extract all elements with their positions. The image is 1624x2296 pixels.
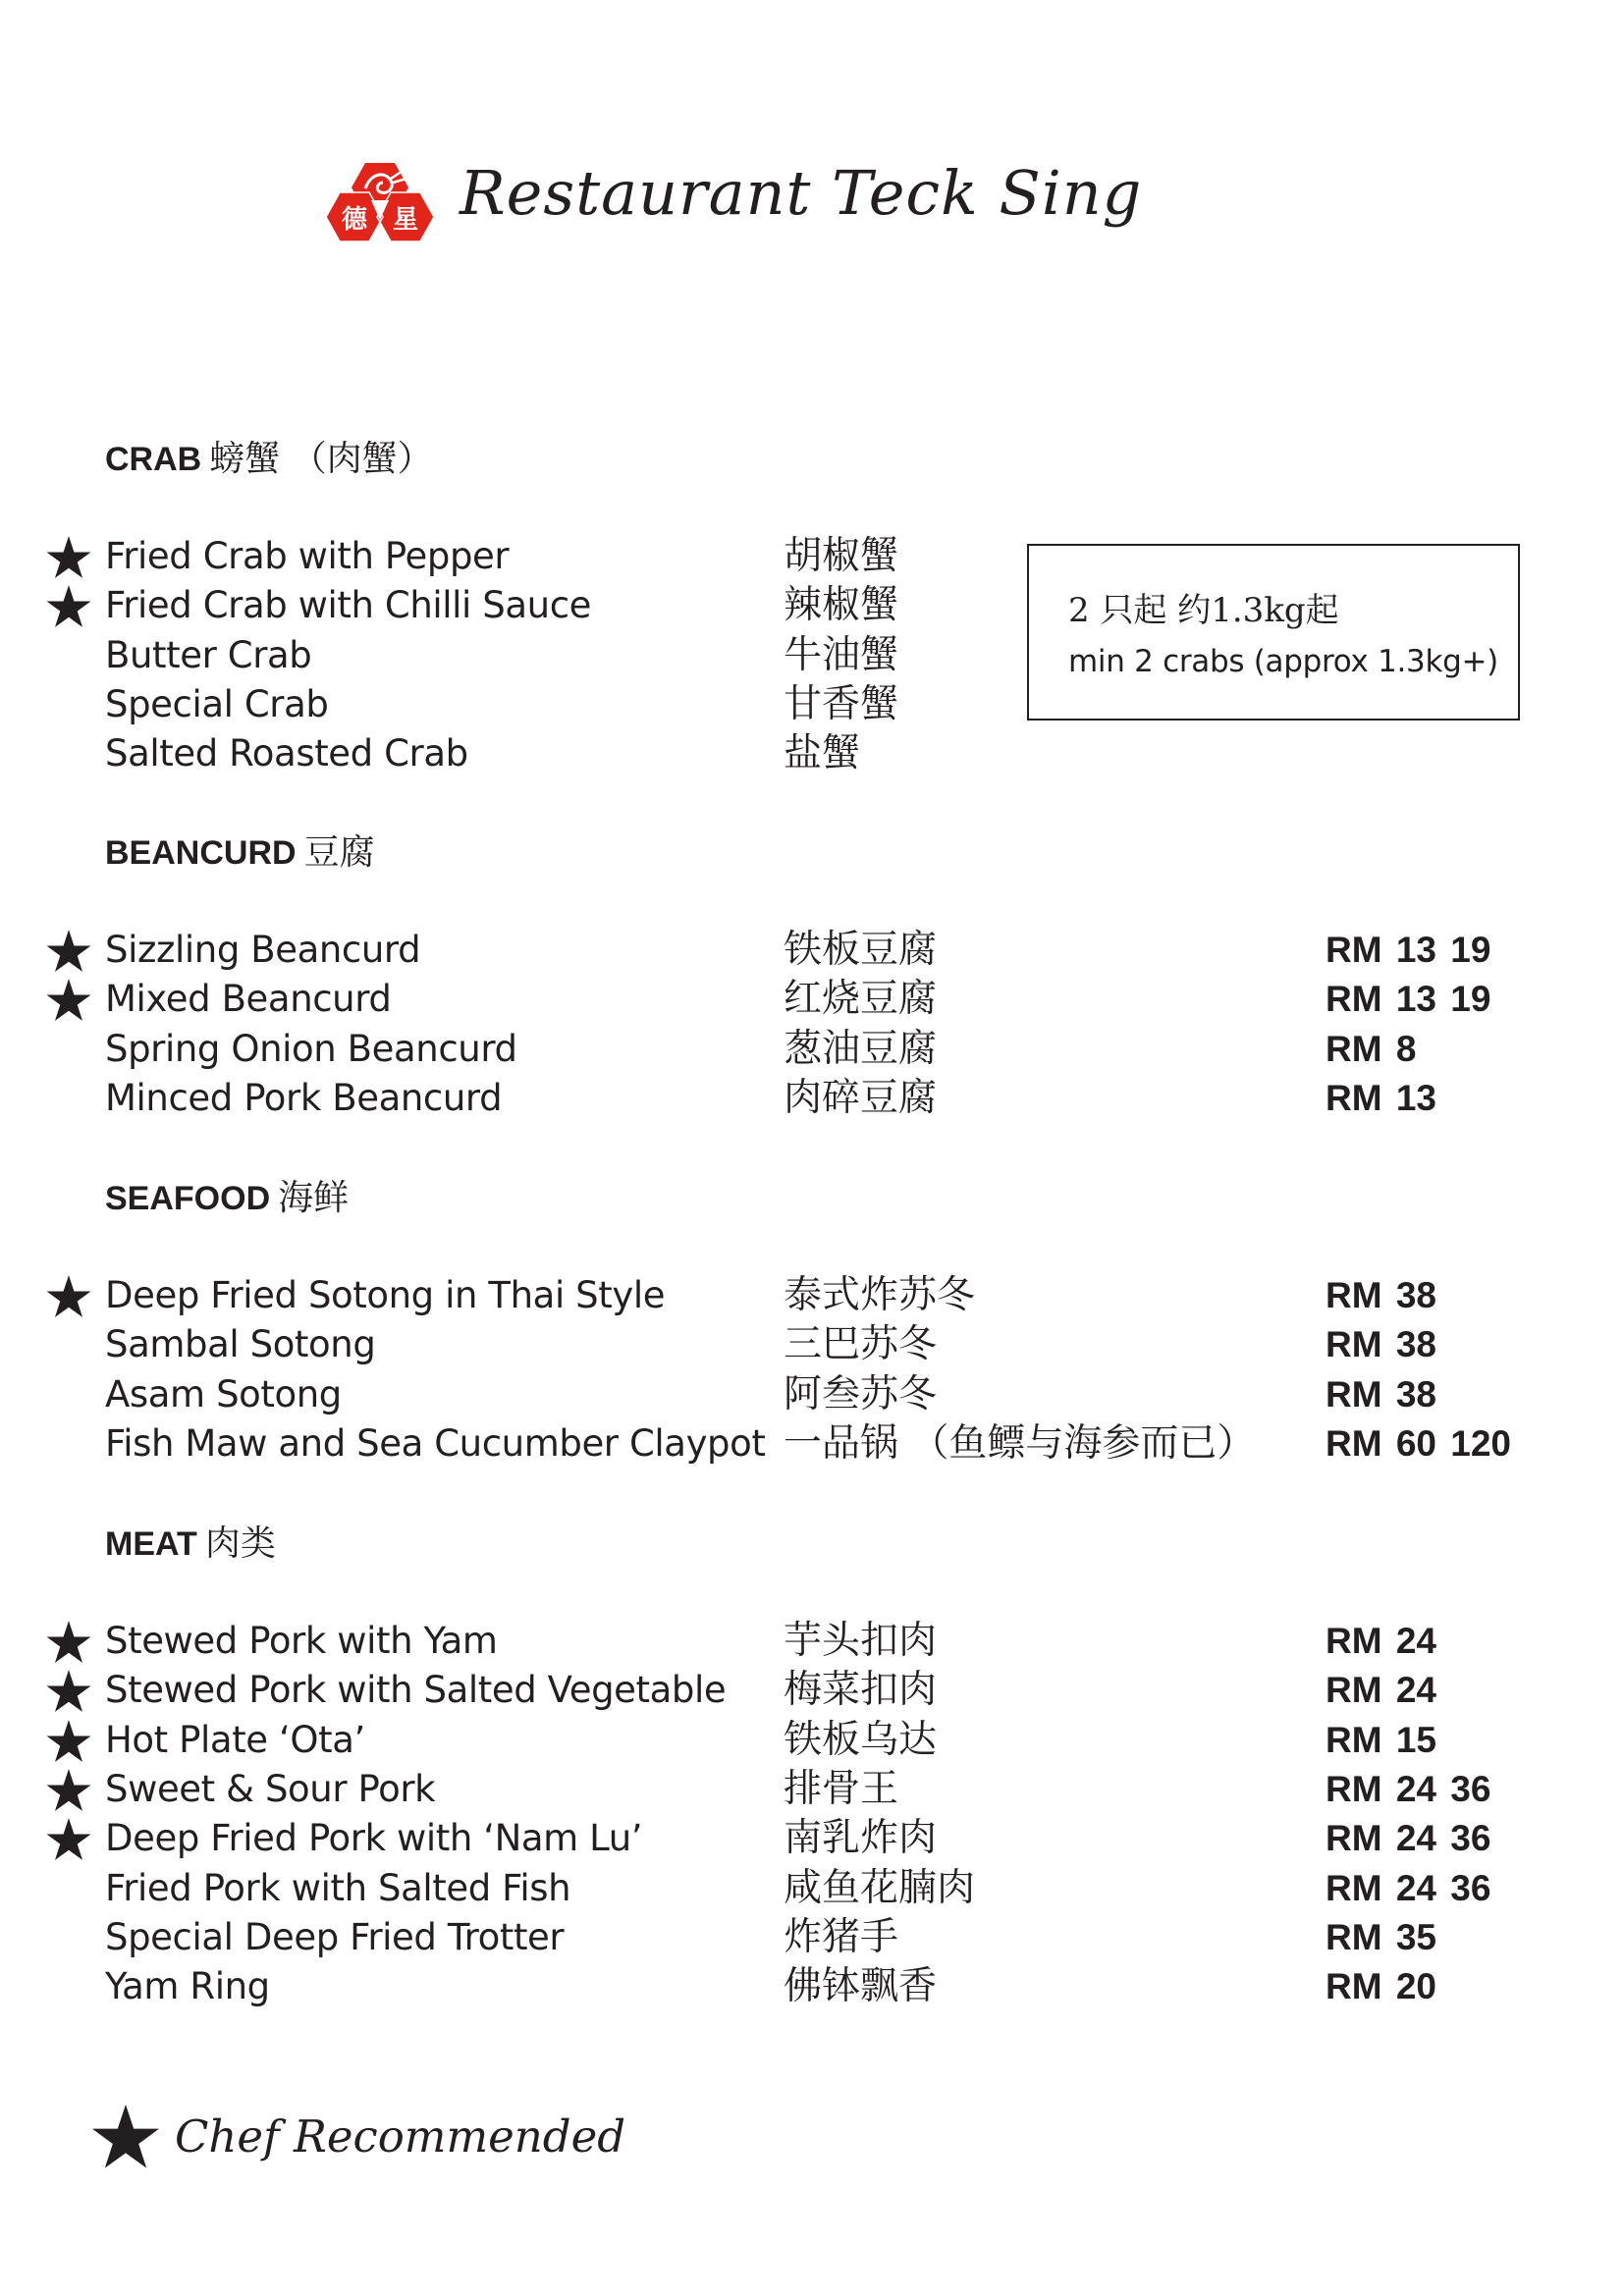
menu-item-name: Yam Ring: [105, 1965, 270, 2007]
menu-item-chinese-name: 芋头扣肉: [784, 1619, 938, 1663]
menu-item-name: Special Deep Fried Trotter: [105, 1916, 565, 1958]
star-icon: [46, 1621, 91, 1664]
menu-item-chinese-name: 南乳炸肉: [784, 1816, 938, 1860]
menu-item-price: RM 13 19: [1326, 930, 1491, 970]
menu-item-chinese-name: 葱油豆腐: [784, 1027, 938, 1071]
menu-item-chinese-name: 阿叁苏冬: [784, 1372, 938, 1416]
menu-item: [0, 532, 1624, 581]
menu-item-chinese-name: 盐蟹: [784, 731, 861, 775]
menu-item: [0, 1617, 1624, 1666]
menu-item-chinese-name: 三巴苏冬: [784, 1322, 938, 1366]
menu-item-name: Salted Roasted Crab: [105, 732, 468, 774]
star-icon: [46, 930, 91, 973]
menu-item-chinese-name: 牛油蟹: [784, 633, 899, 677]
menu-item-name: Fried Pork with Salted Fish: [105, 1867, 571, 1909]
star-icon: [46, 536, 91, 579]
menu-item-price: RM 13: [1326, 1078, 1436, 1118]
menu-item-chinese-name: 一品锅 （鱼鳔与海参而已）: [784, 1421, 1256, 1466]
menu-item: [0, 1370, 1624, 1419]
restaurant-logo: [326, 163, 448, 263]
menu-item-name: Fish Maw and Sea Cucumber Claypot: [105, 1422, 766, 1465]
menu-item: [0, 1419, 1624, 1468]
menu-item-chinese-name: 胡椒蟹: [784, 534, 899, 578]
menu-item-name: Sambal Sotong: [105, 1323, 376, 1365]
menu-item-price: RM 8: [1326, 1029, 1417, 1069]
menu-item-price: RM 13 19: [1326, 979, 1491, 1019]
svg-text:德: 德: [341, 205, 368, 235]
menu-item-price: RM 24 36: [1326, 1769, 1491, 1809]
menu-item-chinese-name: 辣椒蟹: [784, 583, 899, 627]
menu-item: [0, 975, 1624, 1024]
section-heading: [105, 1178, 350, 1218]
menu-item-price: RM 38: [1326, 1275, 1436, 1315]
section-heading-english: MEAT: [105, 1525, 197, 1563]
menu-item-chinese-name: 梅菜扣肉: [784, 1668, 938, 1712]
menu-item: [0, 1271, 1624, 1320]
menu-item-price: RM 24 36: [1326, 1818, 1491, 1858]
menu-item: [0, 1814, 1624, 1863]
menu-item-name: Stewed Pork with Yam: [105, 1620, 498, 1662]
menu-item-chinese-name: 铁板乌达: [784, 1718, 938, 1762]
menu-item-chinese-name: 炸猪手: [784, 1915, 899, 1959]
section-heading-chinese: 螃蟹 （肉蟹）: [209, 439, 433, 479]
crab-note-chinese: 2 只起 约1.3kg起: [1068, 591, 1339, 630]
star-icon: [46, 1769, 91, 1812]
section-heading: [105, 1523, 276, 1564]
menu-item-price: RM 35: [1326, 1917, 1436, 1957]
crab-note-english: min 2 crabs (approx 1.3kg+): [1068, 644, 1498, 679]
menu-item-chinese-name: 肉碎豆腐: [784, 1076, 938, 1120]
menu-item: [0, 631, 1624, 680]
menu-item-price: RM 24: [1326, 1670, 1436, 1710]
menu-item: [0, 1765, 1624, 1814]
menu-item-chinese-name: 铁板豆腐: [784, 928, 938, 972]
section-heading-chinese: 海鲜: [278, 1178, 350, 1218]
section-heading: [105, 832, 375, 873]
star-icon: [46, 585, 91, 628]
menu-item: [0, 581, 1624, 630]
section-heading-english: BEANCURD: [105, 834, 297, 872]
menu-item: [0, 1074, 1624, 1123]
menu-item-name: Deep Fried Sotong in Thai Style: [105, 1274, 666, 1316]
menu-item-price: RM 38: [1326, 1324, 1436, 1364]
menu-item-chinese-name: 甘香蟹: [784, 682, 899, 726]
menu-item-chinese-name: 咸鱼花腩肉: [784, 1866, 976, 1910]
menu-item-price: RM 38: [1326, 1374, 1436, 1415]
star-icon: [46, 1720, 91, 1763]
menu-item-chinese-name: 红烧豆腐: [784, 977, 938, 1021]
menu-item: [0, 1864, 1624, 1913]
restaurant-name: Restaurant Teck Sing: [460, 157, 1143, 229]
menu-item-name: Asam Sotong: [105, 1373, 342, 1415]
menu-item: [0, 1320, 1624, 1369]
svg-text:星: 星: [392, 205, 419, 235]
chef-recommended-legend: Chef Recommended: [175, 2110, 626, 2163]
menu-item-name: Special Crab: [105, 683, 329, 725]
menu-item-name: Butter Crab: [105, 634, 312, 676]
menu-item: [0, 680, 1624, 729]
menu-item-price: RM 24 36: [1326, 1868, 1491, 1908]
star-icon: [91, 2105, 160, 2169]
star-icon: [46, 979, 91, 1022]
star-icon: [46, 1275, 91, 1318]
menu-item-name: Stewed Pork with Salted Vegetable: [105, 1669, 727, 1711]
star-icon: [46, 1818, 91, 1861]
menu-item: [0, 729, 1624, 778]
menu-item-price: RM 15: [1326, 1720, 1436, 1760]
section-heading-chinese: 豆腐: [303, 832, 375, 873]
menu-item-name: Sizzling Beancurd: [105, 929, 421, 971]
star-icon: [46, 1670, 91, 1713]
menu-item: [0, 1716, 1624, 1765]
section-heading-chinese: 肉类: [204, 1523, 276, 1564]
menu-item-chinese-name: 泰式炸苏冬: [784, 1273, 976, 1317]
menu-item-name: Spring Onion Beancurd: [105, 1028, 517, 1070]
menu-item-name: Hot Plate ‘Ota’: [105, 1719, 365, 1761]
menu-item: [0, 1913, 1624, 1962]
section-heading: [105, 439, 433, 479]
menu-item: [0, 1025, 1624, 1074]
menu-item-price: RM 60 120: [1326, 1423, 1511, 1464]
menu-item-name: Deep Fried Pork with ‘Nam Lu’: [105, 1817, 643, 1859]
menu-item-name: Mixed Beancurd: [105, 978, 392, 1020]
menu-item-name: Fried Crab with Chilli Sauce: [105, 584, 592, 626]
menu-item-price: RM 20: [1326, 1966, 1436, 2006]
menu-item-name: Fried Crab with Pepper: [105, 535, 510, 577]
menu-item-chinese-name: 排骨王: [784, 1767, 899, 1811]
menu-item: [0, 1962, 1624, 2011]
section-heading-english: CRAB: [105, 441, 202, 478]
menu-item: [0, 926, 1624, 975]
section-heading-english: SEAFOOD: [105, 1180, 271, 1217]
menu-item-price: RM 24: [1326, 1621, 1436, 1661]
menu-item-name: Sweet & Sour Pork: [105, 1768, 436, 1810]
menu-item-name: Minced Pork Beancurd: [105, 1077, 503, 1119]
menu-item-chinese-name: 佛钵飘香: [784, 1964, 938, 2008]
menu-item: [0, 1666, 1624, 1715]
